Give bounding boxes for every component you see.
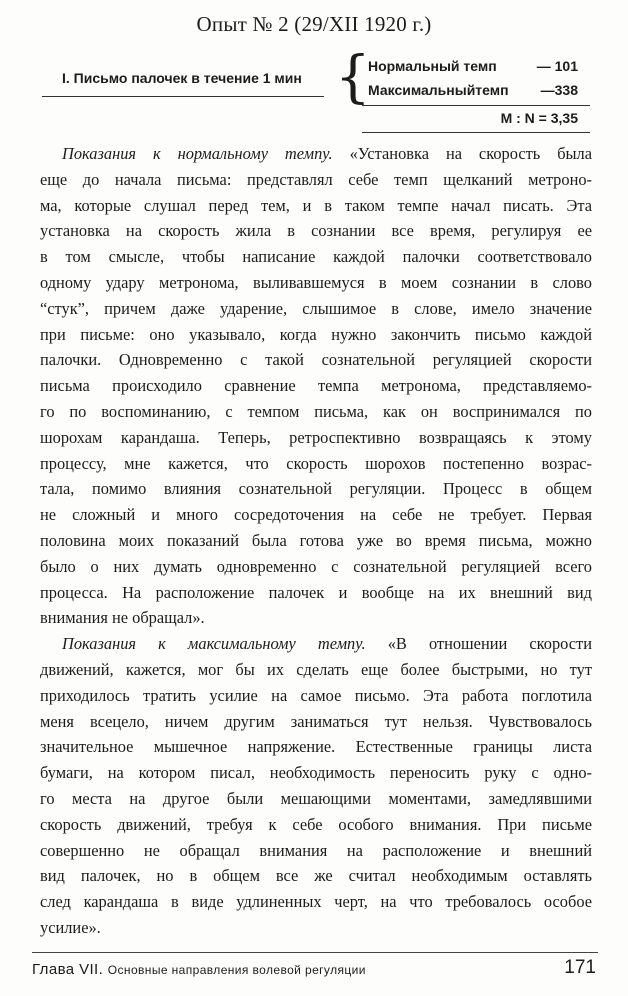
results-rule	[362, 105, 590, 106]
experiment-heading: Опыт № 2 (29/XII 1920 г.)	[196, 12, 432, 36]
text-line: го по воспоминанию, с темпом письма, как он воспринимался по	[40, 401, 592, 421]
body-text	[40, 141, 592, 941]
result-maximum	[368, 82, 578, 102]
text-line: го места на другое были мешающими моментами, замедлявшими	[40, 788, 592, 808]
text-line: установка на скорость жила в сознании все время, регулируя ее	[40, 221, 592, 241]
text-line: еще до начала письма: представлял себе темп щелканий метроно-	[40, 169, 592, 189]
text-line: усилие».	[40, 917, 101, 937]
text-line: значительное мышечное напряжение. Естественные границы листа	[40, 737, 592, 757]
text-line: процессу, мне кажется, что скорость шорохов постепенно возрас-	[40, 453, 592, 473]
text-line: одному удару метронома, выливавшемуся в моем сознании в слово	[40, 272, 592, 292]
text-line: письма происходило сравнение темпа метронома, представляемо-	[40, 376, 592, 396]
text-line: тала, помимо влияния сознательной регуляции. Процесс в общем	[40, 479, 592, 499]
text-line: вид палочек, но в общем все же считал необходимым оставлять	[40, 866, 592, 886]
text-line: в том смысле, чтобы написание каждой палочки соответствовало	[40, 247, 592, 267]
text-line	[40, 141, 592, 167]
result-value: — 101	[536, 58, 578, 74]
result-name: Максимальныйтемп	[368, 82, 509, 98]
test-label: I. Письмо палочек в течение 1 мин	[62, 70, 302, 86]
label-underline	[42, 96, 324, 97]
text-line: было о них думать одновременно с сознательной регуляцией всего	[40, 556, 592, 576]
text-line: след карандаша в виде удлиненных черт, на что требовалось особое	[40, 892, 592, 912]
line-text: «Установка на скорость была	[332, 144, 592, 163]
chapter-prefix: Глава VII.	[32, 961, 104, 978]
text-line: процесса. На расположение палочек и вообще на их внешний вид	[40, 582, 592, 602]
text-line: палочки. Одновременно с такой сознательной регуляцией скорости	[40, 350, 592, 370]
result-normal	[368, 58, 578, 78]
footer-rule	[32, 952, 598, 953]
chapter-title: Основные направления волевой регуляции	[107, 963, 366, 977]
text-line: ма, которые слушал перед тем, и в таком темпе начал писать. Эта	[40, 195, 592, 215]
text-line: “стук”, причем даже ударение, слышимое в слове, имело значение	[40, 298, 592, 318]
text-line: меня всецело, ничем другим заниматься тут нельзя. Чувствовалось	[40, 711, 592, 731]
testimony-label: Показания к максимальному темпу.	[62, 634, 366, 654]
text-line: не сложный и много сосредоточения на себе не требует. Первая	[40, 505, 592, 525]
text-line: шорохам карандаша. Теперь, ретроспективно возвращаясь к этому	[40, 427, 592, 447]
result-value: —338	[540, 82, 578, 98]
text-line: приходилось тратить усилие на самое письмо. Эта работа поглотила	[40, 685, 592, 705]
text-line: движений, кажется, мог бы их сделать еще более быстрыми, но тут	[40, 659, 592, 679]
page-number: 171	[564, 957, 596, 978]
text-line: внимания не обращал».	[40, 608, 205, 628]
text-line: бумаги, на котором писал, необходимость переносить руку с одно-	[40, 763, 592, 783]
ratio-rule	[362, 132, 590, 133]
ratio-value: M : N = 3,35	[500, 110, 578, 126]
result-name: Нормальный темп	[368, 58, 497, 74]
testimony-label: Показания к нормальному темпу.	[62, 144, 333, 163]
text-line: совершенно не обращал внимания на расположение и внешний	[40, 840, 592, 860]
text-line: скорость движений, требуя к себе особого внимания. При письме	[40, 814, 592, 834]
text-line: половина моих показаний была готова уже во время письма, можно	[40, 530, 592, 550]
running-footer	[32, 961, 366, 978]
text-line: при письме: оно указывало, когда нужно закончить письмо каждой	[40, 324, 592, 344]
text-line	[40, 631, 592, 657]
line-text: «В отношении скорости	[365, 634, 592, 654]
curly-brace-icon: {	[335, 45, 371, 110]
